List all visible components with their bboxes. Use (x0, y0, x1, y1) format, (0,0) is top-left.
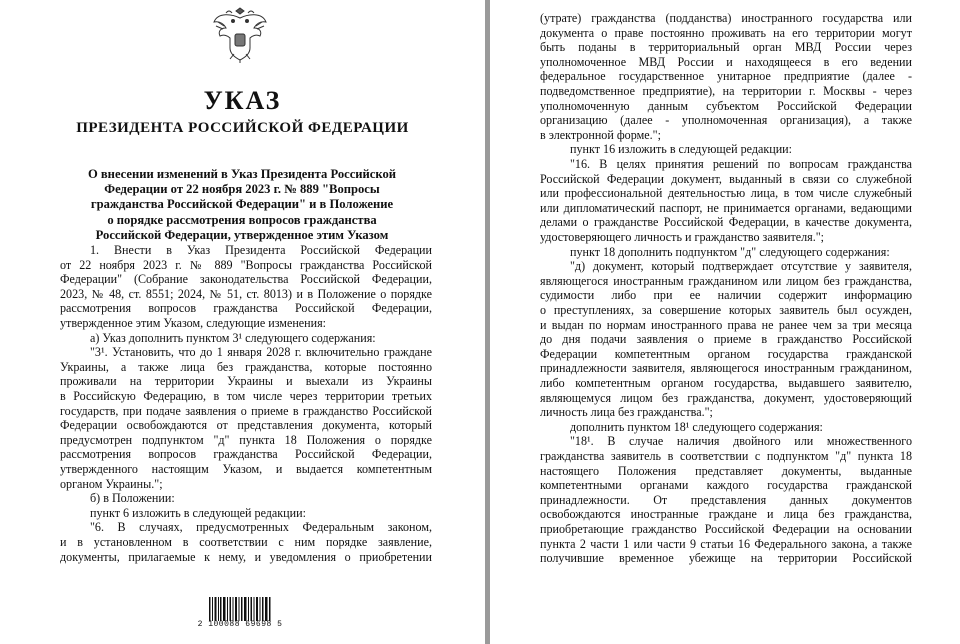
body-text-line: пункт 16 изложить в следующей редакции: (570, 142, 792, 157)
body-text-line: компетентными органами каждого государства гражданской (540, 478, 912, 493)
body-text-line: удостоверяющего личность и гражданство заявителя."; (540, 230, 825, 244)
body-text-line: или профессиональной деятельностью лица, в том числе служебный (540, 186, 912, 201)
body-text-line: являющемуся лицом без гражданства, документ, удостоверяющий (540, 390, 912, 405)
body-text-line: приобретающие гражданство Российской Федерации на основании (540, 522, 912, 536)
body-text-line: органом Украины."; (60, 476, 163, 491)
body-text-line: освобождаются иностранные граждане и лица без гражданства, (540, 507, 912, 522)
decree-subject (62, 167, 422, 243)
body-text-line: предусмотрен подпунктом "д" пункта 18 Положения о порядке (60, 432, 432, 447)
body-text-line: пункт 18 дополнить подпунктом "д" следующего содержания: (570, 244, 890, 259)
body-text-line: в Российскую Федерацию, в том числе через территории третьих (60, 389, 432, 403)
body-text-line: пункта 2 части 1 или части 9 статьи 16 Федерального закона, а также (540, 536, 912, 551)
body-text-line: о преступлениях, за совершение которых заявитель был осужден, (540, 303, 912, 317)
subject-line: о порядке рассмотрения вопросов гражданства (107, 212, 377, 227)
body-text-line: "д) документ, который подтверждает отсутствие у заявителя, (570, 259, 912, 274)
body-text-line: и выдан по нормам иностранного права не ранее чем за три месяца (540, 317, 912, 332)
document-page-right (490, 0, 960, 644)
subject-line: О внесении изменений в Указ Президента Российской (87, 167, 397, 181)
body-text-line: документы, прилагаемые к нему, и уведомления о приобретении (60, 549, 432, 564)
body-text-line: организацию (далее - уполномоченная организация), а также (540, 113, 912, 128)
subject-line: Российской Федерации, утвержденное этим Указом (95, 227, 389, 242)
body-text-line: а) Указ дополнить пунктом 3¹ следующего содержания: (90, 330, 376, 345)
body-text-line: документа о праве постоянно проживать на его территории могут (540, 25, 912, 40)
body-text-line: государств, при подаче заявления о приеме в гражданство Российской (60, 403, 432, 418)
body-text-line: являющегося иностранным гражданином или лицом без гражданства, (540, 273, 912, 288)
body-text-line: б) в Положении: (90, 491, 175, 506)
body-text-line: "16. В целях принятия решений по вопросам гражданства (570, 157, 912, 171)
body-text-line: рассмотрения вопросов гражданства Российской Федерации, (60, 301, 432, 316)
decree-subtitle: ПРЕЗИДЕНТА РОССИЙСКОЙ ФЕДЕРАЦИИ (76, 120, 409, 136)
body-text-line: уполномоченное МВД России и находящееся в его ведении (540, 54, 912, 69)
body-text-line: Украины, а также лица без гражданства, которые постоянно (60, 359, 432, 374)
barcode-icon (208, 597, 272, 621)
body-text-line: Российской Федерации документ, выданный в связи со служебной (540, 171, 912, 186)
body-text-line: "6. В случаях, предусмотренных Федеральным законом, (90, 520, 432, 535)
decree-title: УКАЗ (203, 86, 282, 115)
body-text-line: пункт 6 изложить в следующей редакции: (90, 505, 306, 520)
body-text-line: "18¹. В случае наличия двойного или множественного (570, 434, 912, 449)
body-text-line: в электронной форме."; (540, 127, 661, 142)
body-text-line: уполномоченную данным субъектом Российской Федерации (540, 98, 912, 113)
body-text-line: рассмотрения вопросов гражданства Российской Федерации, (60, 447, 432, 462)
subject-line: Федерации от 22 ноября 2023 г. № 889 "Вопросы (104, 182, 380, 197)
body-text-line: гражданства заявитель в соответствии с подпунктом "д" пункта 18 (540, 449, 912, 463)
body-text-line: Федерации компетентным органом государства гражданской (540, 346, 912, 361)
body-text-line: получившие временное убежище на территории Российской (540, 551, 912, 566)
body-text-line: 1. Внести в Указ Президента Российской Федерации (90, 243, 432, 257)
body-text-line: от 22 ноября 2023 г. № 889 "Вопросы гражданства Российской (60, 257, 432, 272)
body-text-line: 2023, № 48, ст. 8551; 2024, № 51, ст. 8013) и в Положение о порядке (60, 286, 432, 301)
body-text-line: либо компетентным органом государства, выдавшего заявителю, (540, 376, 912, 390)
body-text-line: принадлежности. От представления данных документов (540, 492, 912, 507)
barcode-number: 2 100088 69698 5 (197, 620, 283, 629)
body-text-line: федеральное государственное унитарное предприятие (далее - (540, 69, 912, 84)
body-text-line: (утрате) гражданства (подданства) иностранного государства или (540, 11, 912, 25)
body-text-line: Федерации" (Собрание законодательства Российской Федерации, (60, 272, 432, 287)
body-text-line: делами о гражданстве Российской Федерации, в качестве документа, (540, 215, 912, 230)
body-text-line: утвержденное этим Указом, следующие изменения: (60, 316, 327, 330)
subject-line: гражданства Российской Федерации" и в Положение (90, 197, 394, 212)
body-text-line: до дня подачи заявления о приеме в гражданство Российской (540, 332, 912, 347)
body-text-line: дополнить пунктом 18¹ следующего содержания: (570, 419, 823, 434)
body-text-line: "3¹. Установить, что до 1 января 2028 г. включительно граждане (90, 345, 432, 360)
body-text-line: утвержденного настоящим Указом, и выдается компетентным (60, 462, 432, 476)
body-text-line: принадлежности заявителя, являющегося иностранным гражданином, (540, 361, 912, 376)
body-text-line: проживали на территории Украины и выехали из Украины (60, 374, 432, 389)
body-text-line: быть поданы в территориальный орган МВД России через (540, 40, 912, 55)
body-text-line: настоящего Положения представляет документы, выданные (540, 463, 912, 478)
body-text-line: судимости либо при ее наличии содержит информацию (540, 288, 912, 303)
body-text-line: и в установленном в соответствии с ним порядке заявление, (60, 535, 432, 549)
body-text-line: подведомственное предприятие), на территории г. Москвы - через (540, 84, 912, 98)
body-text-line: личность лица без гражданства."; (540, 405, 713, 420)
coat-of-arms-emblem-icon (210, 4, 270, 64)
body-text-line: или дипломатический паспорт, не принимается органами, ведающими (540, 200, 912, 215)
body-text-line: Федерации освобождаются от представления документа, который (60, 418, 432, 433)
